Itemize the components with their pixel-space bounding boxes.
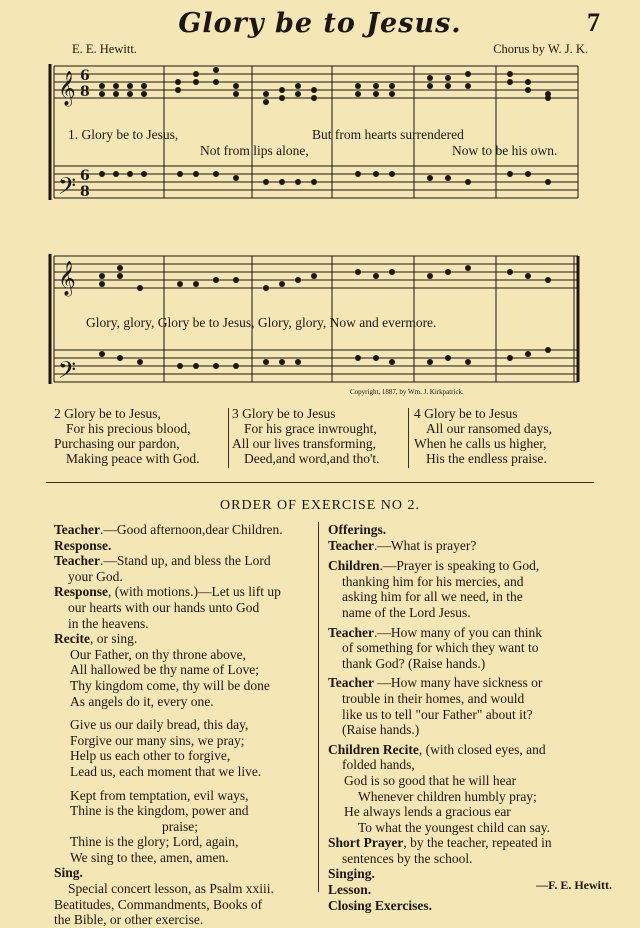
role-label: Singing.: [328, 866, 375, 882]
exercise-text: .—Stand up, and bless the Lord: [100, 553, 271, 569]
role-label: Teacher: [54, 553, 100, 569]
verse-line: All our lives transforming,: [232, 436, 376, 451]
page-number: 7: [587, 8, 600, 37]
exercise-title: ORDER OF EXERCISE NO 2.: [220, 498, 420, 513]
role-label: Teacher: [54, 522, 100, 537]
role-label: Short Prayer: [328, 835, 404, 851]
role-label: Sing.: [54, 865, 83, 881]
prayer-line: Lead us, each moment that we live.: [70, 763, 262, 779]
prayer-stanza-2: [54, 717, 316, 779]
svg-text:6: 6: [80, 168, 90, 184]
prayer-line: Our Father, on thy throne above,: [70, 646, 247, 662]
prayer-line: Kept from temptation, evil ways,: [70, 787, 249, 803]
exercise-text: .—Good afternoon,dear Children.: [100, 522, 283, 537]
prayer-line: praise;: [162, 818, 198, 834]
exercise-text: of something for which they want to: [342, 640, 539, 656]
poem-line: God is so good that he will hear: [344, 772, 517, 788]
svg-text:8: 8: [80, 84, 90, 100]
prayer-stanza-1: [54, 647, 316, 709]
column-divider: [318, 522, 319, 892]
exercise-text: .—How many of you can think: [374, 624, 542, 640]
exercise-text: Beatitudes, Commandments, Books of: [54, 896, 263, 912]
children-poem: [328, 773, 590, 835]
prayer-line: Forgive our many sins, we pray;: [70, 732, 245, 748]
prayer-line: Give us our daily bread, this day,: [70, 717, 249, 733]
lyric-line-1: 1. Glory be to Jesus,: [68, 127, 179, 142]
exercise-text: , (with closed eyes, and: [418, 741, 546, 757]
hymn-title: Glory be to Jesus.: [178, 8, 462, 39]
svg-text:6: 6: [80, 68, 90, 84]
exercise-text: .—What is prayer?: [374, 537, 477, 553]
copyright: Copyright, 1887, by Wm. J. Kirkpatrick.: [350, 388, 464, 396]
svg-text:𝄢: 𝄢: [58, 356, 77, 389]
poem-line: Whenever children humbly pray;: [358, 788, 537, 804]
verse-2: [54, 406, 199, 466]
verse-line: When he calls us higher,: [414, 436, 547, 451]
section-divider: [46, 482, 594, 483]
exercise-text: thank God? (Raise hands.): [342, 655, 486, 671]
role-label: Closing Exercises.: [328, 897, 432, 913]
prayer-stanza-3: [54, 788, 316, 866]
prayer-line: Thy kingdom come, thy will be done: [70, 677, 270, 693]
exercise-text: folded hands,: [342, 757, 415, 773]
exercise-text: , (with motions.)—Let us lift up: [108, 584, 281, 600]
signature: —F. E. Hewitt.: [536, 878, 612, 892]
exercise-text: , or sing.: [89, 631, 138, 647]
exercise-text: Special concert lesson, as Psalm xxiii.: [68, 881, 274, 897]
svg-text:8: 8: [80, 184, 90, 200]
verse-divider: [228, 408, 229, 468]
lyric-line-4: Now to be his own.: [452, 143, 558, 158]
exercise-text: thanking him for his mercies, and: [342, 573, 524, 589]
exercise-text: .—Prayer is speaking to God,: [379, 558, 540, 574]
poem-line: He always lends a gracious ear: [344, 804, 511, 820]
role-label: Teacher: [328, 675, 374, 691]
role-label: Children Recite: [328, 741, 419, 757]
role-label: Recite: [54, 631, 90, 647]
exercise-text: (Raise hands.): [342, 722, 420, 738]
poem-line: To what the youngest child can say.: [358, 819, 551, 835]
exercise-text: our hearts with our hands unto God: [68, 599, 260, 615]
staff-lines: [54, 66, 578, 382]
exercise-text: like us to tell "our Father" about it?: [342, 706, 533, 722]
role-label: Response: [54, 584, 109, 600]
exercise-text: asking him for all we need, in the: [342, 589, 523, 605]
lyric-line-3: Not from lips alone,: [200, 143, 309, 158]
prayer-line: Help us each other to forgive,: [70, 748, 231, 764]
role-label: Teacher: [328, 624, 374, 640]
prayer-line: Thine is the glory; Lord, again,: [70, 834, 239, 850]
role-label: Children: [328, 558, 380, 574]
prayer-line: All hallowed be thy name of Love;: [70, 662, 259, 678]
exercise-text: , by the teacher, repeated in: [403, 835, 552, 851]
exercise-text: sentences by the school.: [342, 850, 473, 866]
exercise-left-column: [54, 522, 316, 928]
svg-text:𝄞: 𝄞: [58, 261, 76, 296]
verse-3: [232, 406, 380, 466]
verse-4: [414, 406, 552, 466]
exercise-text: name of the Lord Jesus.: [342, 604, 471, 620]
verse-line: His the endless praise.: [426, 451, 547, 466]
verse-line: 3 Glory be to Jesus: [232, 406, 336, 421]
exercise-right-column: [328, 522, 590, 913]
verse-line: Purchasing our pardon,: [54, 436, 180, 451]
lyric-line-chorus: Glory, glory, Glory be to Jesus, Glory, glory, Now and evermore.: [86, 315, 437, 330]
author-credit: E. E. Hewitt.: [72, 42, 137, 56]
chorus-credit: Chorus by W. J. K.: [493, 42, 588, 56]
exercise-text: trouble in their homes, and would: [342, 690, 525, 706]
exercise-text: the Bible, or other exercise.: [54, 912, 204, 928]
exercise-text: your God.: [68, 568, 123, 584]
svg-text:𝄞: 𝄞: [58, 71, 76, 106]
role-label: Lesson.: [328, 882, 372, 898]
verse-line: For his grace inwrought,: [244, 421, 377, 436]
verse-line: Making peace with God.: [66, 451, 200, 466]
exercise-text: in the heavens.: [68, 615, 149, 631]
music-score: [40, 58, 588, 398]
role-label: Teacher: [328, 537, 374, 553]
verse-divider: [408, 408, 409, 468]
verse-line: All our ransomed days,: [426, 421, 552, 436]
prayer-line: We sing to thee, amen, amen.: [70, 849, 229, 865]
verse-line: For his precious blood,: [66, 421, 191, 436]
exercise-text: —How many have sickness or: [374, 675, 543, 691]
svg-text:𝄢: 𝄢: [58, 172, 77, 205]
prayer-line: Thine is the kingdom, power and: [70, 803, 249, 819]
lyric-line-2: But from hearts surrendered: [312, 127, 464, 142]
prayer-line: As angels do it, every one.: [70, 693, 214, 709]
verse-line: 4 Glory be to Jesus: [414, 406, 518, 421]
verse-line: 2 Glory be to Jesus,: [54, 406, 161, 421]
verse-line: Deed,and word,and tho't.: [244, 451, 380, 466]
role-label: Response.: [54, 537, 112, 553]
role-label: Offerings.: [328, 522, 387, 537]
